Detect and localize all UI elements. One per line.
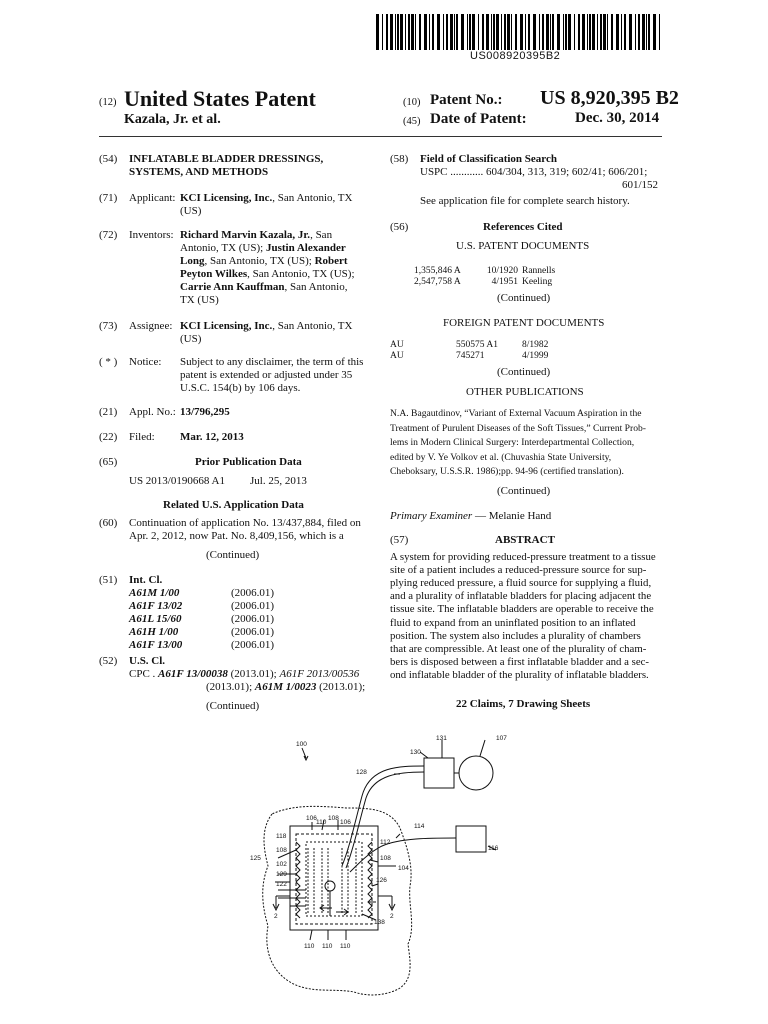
label-106a: 106 bbox=[306, 815, 317, 822]
label-108b: 108 bbox=[276, 847, 287, 854]
publication-line: edited by V. Ye Volkov et al. (Chuvashia State University, bbox=[390, 451, 612, 463]
intcl-date-item: (2006.01) bbox=[231, 587, 275, 599]
source-circle-107 bbox=[459, 756, 493, 790]
notice-line3: U.S.C. 154(b) by 106 days. bbox=[180, 382, 301, 394]
us-ref-name: Rannells bbox=[522, 266, 556, 276]
barcode-bar bbox=[578, 14, 580, 50]
us-ref-number: 1,355,846 A bbox=[414, 266, 461, 276]
barcode-bar bbox=[469, 14, 471, 50]
barcode-bar bbox=[542, 14, 544, 50]
barcode-bar bbox=[565, 14, 567, 50]
barcode-bar bbox=[472, 14, 475, 50]
abstract-title: ABSTRACT bbox=[495, 534, 555, 546]
label-131: 131 bbox=[436, 735, 447, 742]
label-130: 130 bbox=[410, 749, 421, 756]
intcl-code-item: A61L 15/60 bbox=[129, 613, 182, 625]
publication-line: Treatment of Purulent Diseases of the Soft Tissues,” Current Prob- bbox=[390, 422, 646, 434]
filed-code: (22) bbox=[99, 431, 118, 443]
foreign-ref-number: 550575 A1 bbox=[456, 340, 498, 350]
abstract-line: tissue site. The inflatable bladders are operable to receive the bbox=[390, 603, 654, 616]
patent-no-label: Patent No.: bbox=[430, 92, 503, 108]
barcode-bar bbox=[424, 14, 427, 50]
us-docs-heading: U.S. PATENT DOCUMENTS bbox=[456, 240, 590, 252]
continued-left-1: (Continued) bbox=[206, 549, 260, 561]
publication-line: N.A. Bagautdinov, “Variant of External Vacuum Aspiration in the bbox=[390, 408, 642, 419]
barcode-bar bbox=[603, 14, 606, 50]
barcode-bar bbox=[482, 14, 484, 50]
label-106b: 106 bbox=[340, 819, 351, 826]
abstract-line: position. The system also includes a plurality of chambers bbox=[390, 629, 641, 642]
notice-code: ( * ) bbox=[99, 356, 118, 368]
abstract-code: (57) bbox=[390, 534, 409, 546]
patent-title: United States Patent bbox=[124, 86, 316, 111]
patent-figure bbox=[250, 726, 530, 1016]
barcode-bar bbox=[491, 14, 492, 50]
barcode-bar bbox=[397, 14, 399, 50]
assignee-label: Assignee: bbox=[129, 320, 173, 332]
prior-pub: US 2013/0190668 A1 bbox=[129, 475, 225, 487]
barcode-bar bbox=[528, 14, 530, 50]
field-title: Field of Classification Search bbox=[420, 153, 557, 165]
barcode-bar bbox=[437, 14, 440, 50]
label-107: 107 bbox=[496, 735, 507, 742]
related-title: Related U.S. Application Data bbox=[163, 499, 304, 511]
appl-code: (21) bbox=[99, 406, 118, 418]
barcode-bar bbox=[607, 14, 608, 50]
inventors-line2: Antonio, TX (US); Justin Alexander bbox=[180, 242, 346, 254]
barcode-bar bbox=[408, 14, 410, 50]
barcode-bar bbox=[507, 14, 510, 50]
barcode-bar bbox=[592, 14, 595, 50]
intcl-date-item: (2006.01) bbox=[231, 639, 275, 651]
label-112: 112 bbox=[380, 839, 391, 846]
intcl-date-item: (2006.01) bbox=[231, 613, 275, 625]
abstract-line: that are compressible. At least one of the plurality of cham- bbox=[390, 642, 647, 655]
device-box-130 bbox=[424, 758, 454, 788]
notice-label: Notice: bbox=[129, 356, 162, 368]
intcl-label: Int. Cl. bbox=[129, 574, 163, 586]
barcode-bar bbox=[563, 14, 564, 50]
applicant-code: (71) bbox=[99, 192, 118, 204]
continued-right-b: (Continued) bbox=[497, 366, 551, 378]
inventors-label: Inventors: bbox=[129, 229, 174, 241]
examiner-line: Primary Examiner — Melanie Hand bbox=[390, 510, 552, 522]
inventors-line6: TX (US) bbox=[180, 294, 219, 306]
barcode-bar bbox=[574, 14, 575, 50]
barcode-bar bbox=[550, 14, 551, 50]
inventors-line4: Peyton Wilkes, San Antonio, TX (US); bbox=[180, 268, 355, 280]
assignee-line2: (US) bbox=[180, 333, 202, 345]
publication-line: Cheboksary, U.S.S.R. 1986);pp. 94-96 (certified translation). bbox=[390, 466, 624, 477]
intcl-date-item: (2006.01) bbox=[231, 600, 275, 612]
claims-summary: 22 Claims, 7 Drawing Sheets bbox=[456, 698, 591, 710]
abstract-line: site of a patient includes a reduced-pressure source for sup- bbox=[390, 564, 647, 577]
intcl-date-item: (2006.01) bbox=[231, 626, 275, 638]
barcode-bar bbox=[395, 14, 396, 50]
barcode-bar bbox=[454, 14, 455, 50]
barcode-bar bbox=[493, 14, 495, 50]
other-pubs-heading: OTHER PUBLICATIONS bbox=[466, 386, 584, 398]
us-ref-date: 4/1951 bbox=[491, 277, 518, 287]
barcode-bar bbox=[616, 14, 619, 50]
applicant-line1: KCI Licensing, Inc., San Antonio, TX bbox=[180, 192, 353, 204]
intcl-code-item: A61H 1/00 bbox=[129, 626, 179, 638]
foreign-ref-country: AU bbox=[390, 340, 404, 350]
barcode-bar bbox=[552, 14, 554, 50]
applicant-line2: (US) bbox=[180, 205, 202, 217]
barcode-bar bbox=[486, 14, 489, 50]
us-ref-date: 10/1920 bbox=[486, 266, 518, 276]
barcode-bar bbox=[390, 14, 393, 50]
label-128: 128 bbox=[356, 769, 367, 776]
label-108c: 108 bbox=[380, 855, 391, 862]
barcode-bar bbox=[648, 14, 650, 50]
label-110b: 110 bbox=[304, 943, 315, 950]
barcode-bar bbox=[525, 14, 526, 50]
barcode-number: US008920395B2 bbox=[470, 50, 561, 62]
foreign-ref-date: 8/1982 bbox=[522, 340, 549, 350]
barcode-bar bbox=[496, 14, 499, 50]
label-102: 102 bbox=[276, 861, 287, 868]
barcode-bar bbox=[659, 14, 660, 50]
barcode-bar bbox=[568, 14, 571, 50]
label-110a: 110 bbox=[316, 819, 327, 826]
foreign-ref-number: 745271 bbox=[456, 351, 485, 361]
barcode-bar bbox=[635, 14, 636, 50]
barcode-bar bbox=[411, 14, 414, 50]
barcode-bar bbox=[478, 14, 479, 50]
prior-title: Prior Publication Data bbox=[195, 456, 302, 468]
label-125: 125 bbox=[250, 855, 261, 862]
filed-label: Filed: bbox=[129, 431, 155, 443]
appl-number: 13/796,295 bbox=[180, 406, 230, 418]
barcode-bar bbox=[546, 14, 549, 50]
label-110c: 110 bbox=[322, 943, 333, 950]
label-122: 122 bbox=[276, 881, 287, 888]
barcode-bar bbox=[429, 14, 430, 50]
label-138: 138 bbox=[374, 919, 385, 926]
barcode-bar bbox=[629, 14, 632, 50]
barcode-bar bbox=[653, 14, 656, 50]
date-label: Date of Patent: bbox=[430, 111, 527, 127]
invention-title-2: SYSTEMS, AND METHODS bbox=[129, 166, 269, 178]
abstract-line: bers is disposed between a first inflatable bladder and a sec- bbox=[390, 655, 650, 668]
barcode-bar bbox=[376, 14, 379, 50]
inventors-line3: Long, San Antonio, TX (US); Robert bbox=[180, 255, 348, 267]
barcode-bar bbox=[443, 14, 444, 50]
intcl-code-item: A61F 13/02 bbox=[129, 600, 183, 612]
continued-right-c: (Continued) bbox=[497, 485, 551, 497]
barcode-bar bbox=[501, 14, 502, 50]
barcode-bar bbox=[515, 14, 517, 50]
notice-line1: Subject to any disclaimer, the term of this bbox=[180, 356, 364, 368]
refs-title: References Cited bbox=[483, 221, 563, 233]
field-code: (58) bbox=[390, 153, 409, 165]
cont-code: (60) bbox=[99, 517, 118, 529]
intcl-code-item: A61F 13/00 bbox=[129, 639, 183, 651]
see-application: See application file for complete search history. bbox=[420, 195, 630, 207]
refs-code: (56) bbox=[390, 221, 409, 233]
barcode-bar bbox=[450, 14, 453, 50]
title-code: (54) bbox=[99, 153, 118, 165]
barcode-bar bbox=[461, 14, 464, 50]
barcode-bar bbox=[405, 14, 406, 50]
barcode-bar bbox=[511, 14, 512, 50]
label-118: 118 bbox=[276, 833, 287, 840]
intcl-code: (51) bbox=[99, 574, 118, 586]
cpc-line1: CPC . A61F 13/00038 (2013.01); A61F 2013/00536 bbox=[129, 668, 360, 680]
label-110d: 110 bbox=[340, 943, 351, 950]
foreign-ref-date: 4/1999 bbox=[522, 351, 549, 361]
label-126: 126 bbox=[376, 877, 387, 884]
patent-number: US 8,920,395 B2 bbox=[540, 87, 679, 109]
barcode-bar bbox=[432, 14, 434, 50]
abstract-line: ond inflatable bladder of the plurality of inflatable bladders. bbox=[390, 668, 649, 681]
abstract-line: plying reduced pressure, a fluid source for supplying a fluid, bbox=[390, 577, 652, 590]
barcode bbox=[376, 14, 662, 50]
barcode-bar bbox=[456, 14, 458, 50]
label-104: 104 bbox=[398, 865, 409, 872]
barcode-bar bbox=[646, 14, 647, 50]
abstract-line: A system for providing reduced-pressure treatment to a tissue bbox=[390, 551, 656, 563]
barcode-bar bbox=[539, 14, 540, 50]
invention-title-1: INFLATABLE BLADDER DRESSINGS, bbox=[129, 153, 324, 165]
barcode-bar bbox=[467, 14, 468, 50]
abstract-line: fluid to expand from an uninflated position to an inflated bbox=[390, 616, 636, 629]
barcode-bar bbox=[386, 14, 388, 50]
patent-date: Dec. 30, 2014 bbox=[575, 110, 660, 126]
label-129: 129 bbox=[276, 871, 287, 878]
intcl-code-item: A61M 1/00 bbox=[129, 587, 180, 599]
continued-left-2: (Continued) bbox=[206, 700, 260, 712]
patent-authors: Kazala, Jr. et al. bbox=[124, 112, 221, 127]
prior-date: Jul. 25, 2013 bbox=[250, 475, 307, 487]
applicant-label: Applicant: bbox=[129, 192, 176, 204]
barcode-bar bbox=[582, 14, 585, 50]
filed-date: Mar. 12, 2013 bbox=[180, 431, 244, 443]
us-ref-name: Keeling bbox=[522, 277, 553, 287]
fluid-source-116 bbox=[456, 826, 486, 852]
barcode-bar bbox=[587, 14, 588, 50]
barcode-bar bbox=[520, 14, 523, 50]
barcode-bar bbox=[446, 14, 448, 50]
assignee-code: (73) bbox=[99, 320, 118, 332]
publication-line: lems in Modern Clinical Surgery: Interdepartmental Collection, bbox=[390, 437, 635, 448]
barcode-bar bbox=[611, 14, 613, 50]
barcode-bar bbox=[600, 14, 602, 50]
label-114: 114 bbox=[414, 823, 425, 830]
barcode-bar bbox=[419, 14, 421, 50]
barcode-bar bbox=[557, 14, 560, 50]
kind-code: (12) bbox=[99, 97, 117, 108]
uspc-line: USPC ............ 604/304, 313, 319; 602/41; 606/201; bbox=[420, 166, 648, 178]
barcode-bar bbox=[597, 14, 598, 50]
barcode-bar bbox=[400, 14, 403, 50]
label-108a: 108 bbox=[328, 815, 339, 822]
us-ref-number: 2,547,758 A bbox=[414, 277, 461, 287]
cont-line2: Apr. 2, 2012, now Pat. No. 8,409,156, which is a bbox=[129, 530, 344, 542]
prior-code: (65) bbox=[99, 456, 118, 468]
uspc-line2: 601/152 bbox=[622, 179, 659, 191]
inventors-line5: Carrie Ann Kauffman, San Antonio, bbox=[180, 281, 348, 293]
continued-right-a: (Continued) bbox=[497, 292, 551, 304]
barcode-bar bbox=[638, 14, 640, 50]
barcode-bar bbox=[621, 14, 622, 50]
uscl-code: (52) bbox=[99, 655, 118, 667]
label-2b: 2 bbox=[390, 913, 394, 920]
label-116: 116 bbox=[488, 845, 499, 852]
abstract-line: and a plurality of inflatable bladders for placing adjacent the bbox=[390, 590, 652, 603]
cpc-line2: (2013.01); A61M 1/0023 (2013.01); bbox=[206, 681, 366, 693]
foreign-docs-heading: FOREIGN PATENT DOCUMENTS bbox=[443, 317, 605, 329]
appl-label: Appl. No.: bbox=[129, 406, 176, 418]
label-100: 100 bbox=[296, 741, 307, 748]
foreign-ref-country: AU bbox=[390, 351, 404, 361]
uscl-label: U.S. Cl. bbox=[129, 655, 166, 667]
barcode-bar bbox=[504, 14, 506, 50]
barcode-bar bbox=[415, 14, 416, 50]
cont-line1: Continuation of application No. 13/437,884, filed on bbox=[129, 517, 361, 529]
barcode-bar bbox=[624, 14, 626, 50]
assignee-line1: KCI Licensing, Inc., San Antonio, TX bbox=[180, 320, 353, 332]
inventors-line1: Richard Marvin Kazala, Jr., San bbox=[180, 229, 333, 241]
notice-line2: patent is extended or adjusted under 35 bbox=[180, 369, 353, 381]
label-2a: 2 bbox=[274, 913, 278, 920]
patent-no-code: (10) bbox=[403, 97, 421, 108]
barcode-bar bbox=[382, 14, 383, 50]
barcode-bar bbox=[642, 14, 645, 50]
header-rule bbox=[99, 136, 662, 137]
barcode-bar bbox=[533, 14, 536, 50]
inventors-code: (72) bbox=[99, 229, 118, 241]
barcode-bar bbox=[589, 14, 591, 50]
date-code: (45) bbox=[403, 116, 421, 127]
